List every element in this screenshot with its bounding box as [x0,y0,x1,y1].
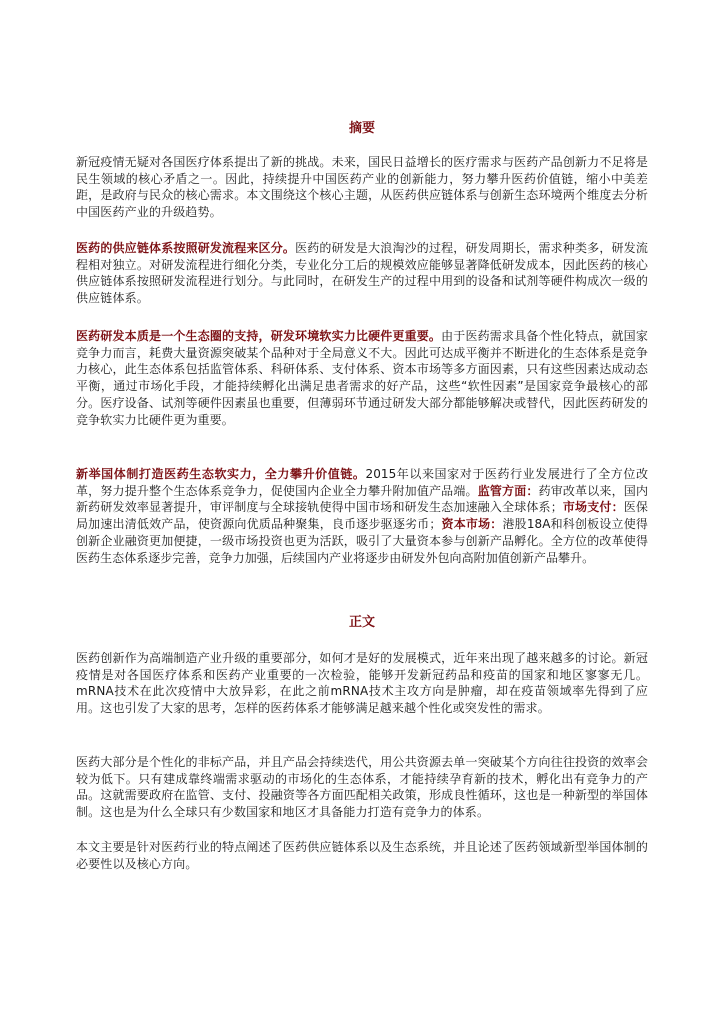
abstract-heading: 摘要 [348,121,375,136]
national-system-paragraph [76,466,648,566]
main-paragraph-3: 本文主要是针对医药行业的特点阐述了医药供应链体系以及生态系统，并且论述了医药领域新型举国体制的必要性以及核心方向。 [76,840,648,871]
supply-chain-body: 医药的研发是大浪淘沙的过程，研发周期长，需求种类多，研发流程相对独立。对研发流程进行细化分类，专业化分工后的规模效应能够显著降低研发成本，因此医药的核心供应链体系按照研发流程进行划分。与此同时，在研发生产的过程中用到的设备和试剂等硬件构成次一级的供应链体系。 [76,241,649,306]
main-paragraph-2: 医药大部分是个性化的非标产品，并且产品会持续迭代，用公共资源去单一突破某个方向往往投资的效率会较为低下。只有建成靠终端需求驱动的市场化的生态体系，才能持续孕育新的技术，孵化出有竞争力的产品。这就需要政府在监管、支付、投融资等各方面匹配相关政策，形成良性循环，这也是一种新型的举国体制。这也是为什么全球只有少数国家和地区才具备能力打造有竞争力的体系。 [76,755,648,820]
abstract-intro-paragraph: 新冠疫情无疑对各国医疗体系提出了新的挑战。未来，国民日益增长的医疗需求与医药产品创新力不足将是民生领域的核心矛盾之一。因此，持续提升中国医药产业的创新能力，努力攀升医药价值链，缩小中美差距，是政府与民众的核心需求。本文围绕这个核心主题，从医药供应链体系与创新生态环境两个维度去分析中国医药产业的升级趋势。 [76,155,648,220]
main-text-heading: 正文 [348,615,375,630]
capital-market-body: 港股18A和科创板设立使得创新企业融资更加便捷，一级市场投资也更为活跃，吸引了大量资本参与创新产品孵化。全方位的改革使得医药生态体系逐步完善，竞争力加强，后续国内产业将逐步由研发外包向高附加值创新产品攀升。 [76,517,648,565]
payment-body: 医保局加速出清低效产品，使资源向优质品种聚集，良币逐步驱逐劣币； [76,500,648,532]
national-system-lead: 新举国体制打造医药生态软实力，全力攀升价值链。 [76,467,366,481]
ecosystem-paragraph [76,328,648,428]
supply-chain-lead: 医药的供应链体系按照研发流程来区分。 [76,241,296,255]
ecosystem-lead: 医药研发本质是一个生态圈的支持，研发环境软实力比硬件更重要。 [76,329,442,343]
payment-label: 市场支付： [562,500,624,515]
capital-market-label: 资本市场： [441,517,503,532]
ecosystem-body: 由于医药需求具备个性化特点，就国家竞争力而言，耗费大量资源突破某个品种对于全局意义不大。因此可达成平衡并不断进化的生态体系是竞争力核心，此生态体系包括监管体系、科研体系、支付体系、资本市场等多方面因素，只有这些因素达成动态平衡，通过市场化手段，才能持续孵化出满足患者需求的好产品，这些“软性因素”是国家竞争最核心的部分。医疗设备、试剂等硬件因素虽也重要，但薄弱环节通过研发大部分都能够解决或替代，因此医药研发的竞争软实力比硬件更为重要。 [76,329,648,427]
regulation-body: 药审改革以来，国内新药研发效率显著提升，审评制度与全球接轨使得中国市场和研发生态加速融入全球体系； [76,483,648,515]
main-paragraph-1: 医药创新作为高端制造产业升级的重要部分，如何才是好的发展模式，近年来出现了越来越多的讨论。新冠疫情是对各国医疗体系和医药产业重要的一次检验，能够开发新冠药品和疫苗的国家和地区寥寥无几。mRNA技术在此次疫情中大放异彩，在此之前mRNA技术主攻方向是肿瘤，却在疫苗领域率先得到了应用。这也引发了大家的思考，怎样的医药体系才能够满足越来越个性化或突发性的需求。 [76,651,648,716]
regulation-label: 监管方面： [477,483,539,498]
supply-chain-paragraph [76,240,648,307]
national-system-body-1: 2015年以来国家对于医药行业发展进行了全方位改革，努力提升整个生态体系竞争力，促使国内企业全力攀升附加值产品端。 [76,467,648,498]
